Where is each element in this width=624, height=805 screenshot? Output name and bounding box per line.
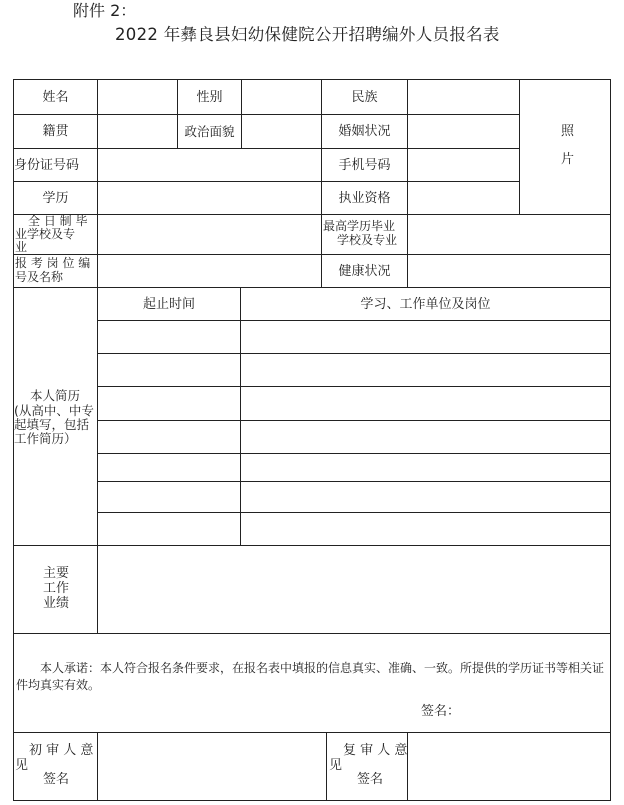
- performance-label-2: 工作: [43, 581, 70, 596]
- first-review-sign: 签名: [43, 772, 70, 787]
- second-review-field[interactable]: [408, 733, 610, 800]
- performance-field[interactable]: [98, 546, 610, 633]
- political-status-field[interactable]: [242, 115, 321, 148]
- label-highest-edu-1: 最高学历毕业: [323, 219, 396, 233]
- fulltime-school-field[interactable]: [98, 215, 321, 254]
- first-review-label-2: 见: [15, 758, 29, 773]
- label-health: 健康状况: [338, 263, 391, 279]
- gender-field[interactable]: [242, 80, 321, 114]
- resume-label-4: 工作简历）: [14, 431, 77, 446]
- label-phone: 手机号码: [338, 157, 391, 173]
- second-review-label-1: 复 审 人 意: [343, 743, 408, 758]
- pledge-text: 本人承诺：本人符合报名条件要求，在报名表中填报的信息真实、准确、一致。所提供的学历证书等相关证件均真实有效。: [16, 661, 605, 692]
- education-field[interactable]: [98, 182, 321, 214]
- resume-col-unit: 学习、工作单位及岗位: [360, 296, 491, 312]
- resume-label-1: 本人简历: [30, 388, 81, 403]
- performance-label-3: 业绩: [43, 596, 70, 611]
- label-fulltime-school-3: 业: [15, 240, 28, 254]
- resume-period-cells[interactable]: [98, 321, 240, 545]
- highest-edu-field[interactable]: [408, 215, 610, 254]
- pledge-sign-label: 签名：: [421, 704, 461, 719]
- label-fulltime-school-1: 全 日 制 毕: [28, 214, 88, 228]
- qualification-field[interactable]: [408, 182, 519, 214]
- label-id-number: 身份证号码: [14, 157, 80, 173]
- ethnicity-field[interactable]: [408, 80, 519, 114]
- label-marital-status: 婚姻状况: [338, 124, 391, 139]
- resume-label-2: (从高中、中专: [14, 403, 94, 418]
- performance-label-1: 主要: [43, 566, 70, 581]
- position-code-field[interactable]: [98, 255, 321, 287]
- label-position-code-2: 号及名称: [15, 270, 64, 284]
- health-field[interactable]: [408, 255, 610, 287]
- label-gender: 性别: [196, 89, 223, 105]
- second-review-label-2: 见: [329, 758, 343, 773]
- resume-label-3: 起填写，包括: [14, 417, 90, 432]
- label-native-place: 籍贯: [42, 124, 69, 139]
- photo-label-1: 照: [561, 124, 575, 139]
- resume-col-period: 起止时间: [142, 296, 195, 312]
- label-education: 学历: [42, 190, 69, 206]
- id-number-field[interactable]: [98, 149, 321, 181]
- label-position-code-1: 报 考 岗 位 编: [15, 256, 91, 270]
- label-political-status: 政治面貌: [184, 124, 235, 139]
- name-field[interactable]: [98, 80, 177, 114]
- first-review-label-1: 初 审 人 意: [29, 743, 94, 758]
- phone-field[interactable]: [408, 149, 519, 181]
- second-review-sign: 签名: [357, 772, 384, 787]
- native-place-field[interactable]: [98, 115, 177, 148]
- label-highest-edu-2: 学校及专业: [337, 233, 398, 247]
- label-fulltime-school-2: 业学校及专: [15, 227, 76, 241]
- label-ethnicity: 民族: [351, 89, 378, 105]
- form-title: 2022 年彝良县妇幼保健院公开招聘编外人员报名表: [115, 25, 500, 44]
- label-name: 姓名: [42, 89, 69, 105]
- attachment-label: 附件 2：: [73, 1, 137, 20]
- resume-unit-cells[interactable]: [241, 321, 610, 545]
- label-qualification: 执业资格: [338, 190, 391, 206]
- marital-status-field[interactable]: [408, 115, 519, 148]
- photo-label-2: 片: [561, 152, 575, 167]
- first-review-field[interactable]: [98, 733, 326, 800]
- photo-box[interactable]: [520, 80, 610, 214]
